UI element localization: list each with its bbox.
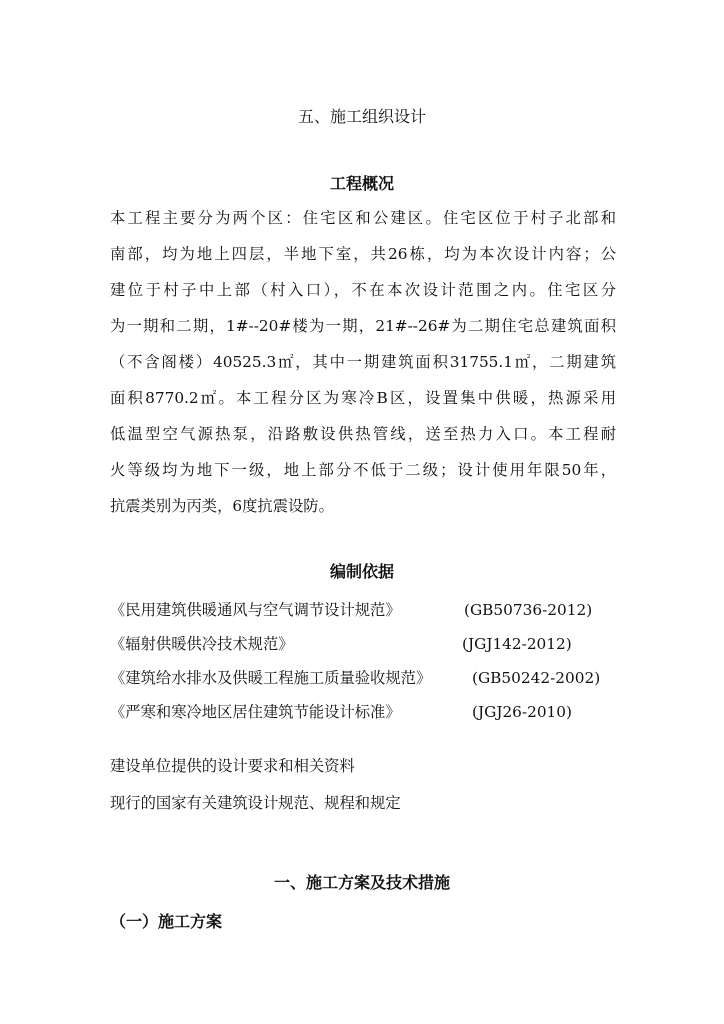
paragraph-line: 本工程主要分为两个区：住宅区和公建区。住宅区位于村子北部和: [110, 209, 616, 227]
reference-title: 《建筑给水排水及供暖工程施工质量验收规范》: [110, 669, 432, 687]
reference-title: 《民用建筑供暖通风与空气调节设计规范》: [110, 601, 401, 619]
basis-heading: 编制依据: [329, 562, 394, 581]
reference-code: (GB50242-2002): [472, 669, 601, 687]
overview-heading: 工程概况: [329, 174, 394, 193]
paragraph-line: （不含阁楼）40525.3㎡，其中一期建筑面积31755.1㎡，二期建筑: [110, 353, 616, 371]
paragraph-line: 低温型空气源热泵，沿路敷设供热管线，送至热力入口。本工程耐: [110, 425, 616, 443]
reference-item: [110, 631, 616, 665]
paragraph-line: 火等级均为地下一级，地上部分不低于二级；设计使用年限50年，: [110, 461, 616, 479]
reference-code: (GB50736-2012): [464, 601, 593, 619]
reference-code: (JGJ142-2012): [462, 635, 572, 653]
reference-item: [110, 597, 616, 631]
reference-title: 《严寒和寒冷地区居住建筑节能设计标准》: [110, 703, 401, 721]
reference-list: [110, 597, 616, 733]
construction-plan-heading: 一、施工方案及技术措施: [273, 873, 450, 892]
additional-basis-item: 现行的国家有关建筑设计规范、规程和规定: [110, 794, 401, 812]
reference-title: 《辐射供暖供冷技术规范》: [110, 635, 294, 653]
paragraph-line: 南部，均为地上四层，半地下室，共26栋，均为本次设计内容；公: [110, 245, 616, 263]
construction-plan-subheading: （一）施工方案: [110, 912, 223, 931]
paragraph-line: 建位于村子中上部（村入口），不在本次设计范围之内。住宅区分: [110, 281, 616, 299]
additional-basis-item: 建设单位提供的设计要求和相关资料: [110, 757, 355, 775]
paragraph-line: 为一期和二期，1#--20#楼为一期，21#--26#为二期住宅总建筑面积: [110, 317, 616, 335]
reference-code: (JGJ26-2010): [472, 703, 572, 721]
overview-paragraph: [110, 205, 616, 529]
reference-item: [110, 699, 616, 733]
paragraph-line: 面积8770.2㎡。本工程分区为寒冷B区，设置集中供暖，热源采用: [110, 389, 616, 407]
additional-basis-list: [110, 753, 401, 827]
paragraph-line: 抗震类别为丙类，6度抗震设防。: [110, 497, 334, 515]
document-title: 五、施工组织设计: [297, 107, 426, 126]
reference-item: [110, 665, 616, 699]
